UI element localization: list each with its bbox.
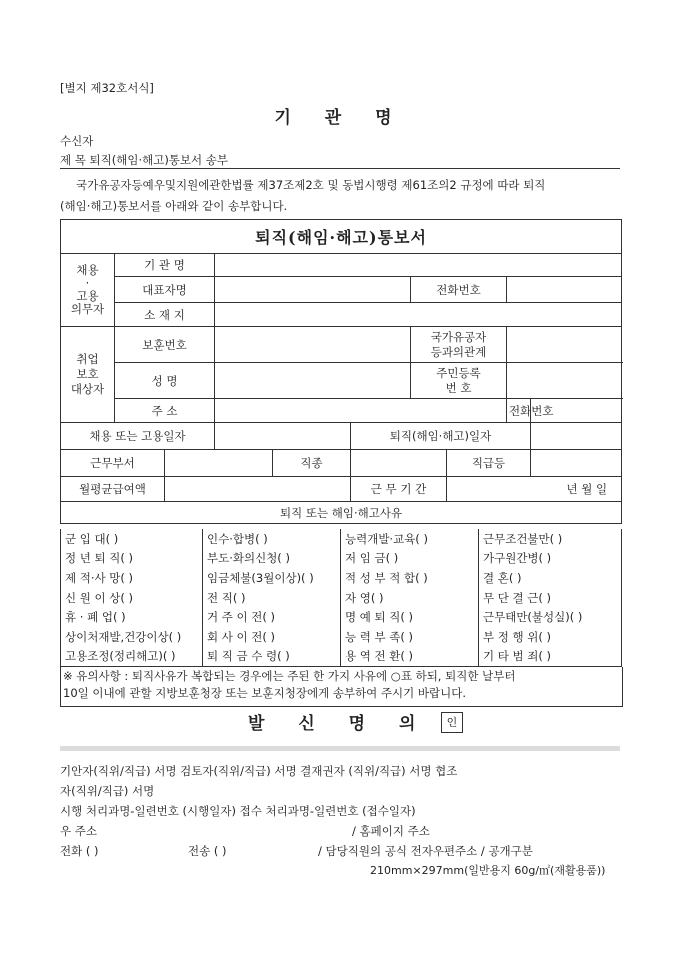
reason-row <box>61 549 622 569</box>
subject-text: 제 목 퇴직(해임·해고)통보서 송부 <box>60 153 229 167</box>
notice-title: 퇴직(해임·해고)통보서 <box>61 220 622 254</box>
resident-no-label: 주민등록 번 호 <box>411 363 507 399</box>
seal-box: 인 <box>441 712 463 733</box>
hire-date-value[interactable] <box>215 423 351 450</box>
form-number: [별지 제32호서식] <box>60 81 154 95</box>
reason-option[interactable]: 결 혼( ) <box>483 570 522 585</box>
footer-line-1: 기안자(직위/직급) 서명 검토자(직위/직급) 서명 결재권자 (직위/직급) 서명 협조 <box>60 764 458 778</box>
sender-title: 발 신 명 의 <box>248 714 430 734</box>
reason-option[interactable]: 전 직( ) <box>203 588 341 608</box>
work-period-value[interactable]: 년 월 일 <box>447 477 622 502</box>
employer-representative-value[interactable] <box>215 277 411 303</box>
job-type-value[interactable] <box>351 450 447 477</box>
reason-option[interactable]: 퇴 직 금 수 령( ) <box>203 647 341 667</box>
employer-org-name-label: 기 관 명 <box>115 254 215 277</box>
note-box <box>60 667 623 707</box>
reason-option[interactable]: 능 력 부 족( ) <box>341 627 479 647</box>
avg-wage-label: 월평균급여액 <box>61 477 165 502</box>
subject-line <box>60 152 620 169</box>
person-address-value[interactable] <box>215 399 507 423</box>
reason-option[interactable]: 부 정 행 위( ) <box>483 629 552 644</box>
reason-option[interactable]: 적 성 부 적 합( ) <box>341 568 479 588</box>
person-address-label: 주 소 <box>115 399 215 423</box>
footer-line-5-right: / 담당직원의 공식 전자우편주소 / 공개구분 <box>318 844 533 858</box>
employer-org-name-value[interactable] <box>215 254 622 277</box>
reason-option[interactable]: 자 영( ) <box>341 588 479 608</box>
reason-option[interactable]: 가구원간병( ) <box>483 551 552 566</box>
job-grade-label: 직급등 <box>447 450 531 477</box>
reason-option[interactable]: 제 적·사 망( ) <box>61 568 203 588</box>
job-grade-value[interactable] <box>531 450 622 477</box>
person-name-label: 성 명 <box>115 363 215 399</box>
hire-date-label: 채용 또는 고용일자 <box>61 423 215 450</box>
reason-option[interactable]: 회 사 이 전( ) <box>203 627 341 647</box>
person-phone-label: 전화번호 <box>507 399 531 423</box>
org-title: 기 관 명 <box>274 108 406 128</box>
intro-line-2: (해임·해고)통보서를 아래와 같이 송부합니다. <box>60 199 288 213</box>
recipient-label: 수신자 <box>60 134 94 148</box>
employer-phone-value[interactable] <box>507 277 622 303</box>
notice-form-table <box>60 219 622 524</box>
reason-row <box>61 627 622 647</box>
reason-option[interactable]: 휴 · 폐 업( ) <box>61 607 203 627</box>
reason-option[interactable]: 군 입 대( ) <box>61 529 203 549</box>
department-value[interactable] <box>165 450 273 477</box>
note-line-2: 10일 이내에 관할 지방보훈청장 또는 보훈지청장에게 송부하여 주시기 바랍니다. <box>63 686 467 700</box>
employer-address-label: 소 재 지 <box>115 303 215 327</box>
separator-bar <box>60 746 620 751</box>
reason-row <box>61 607 622 627</box>
reason-option[interactable]: 명 예 퇴 직( ) <box>341 607 479 627</box>
reason-row <box>61 568 622 588</box>
reason-option[interactable]: 저 임 금( ) <box>341 549 479 569</box>
department-label: 근무부서 <box>61 450 165 477</box>
retire-date-label: 퇴직(해임·해고)일자 <box>351 423 531 450</box>
subject-person-group-label: 취업 보호 대상자 <box>61 327 115 423</box>
reason-option[interactable]: 정 년 퇴 직( ) <box>61 549 203 569</box>
reason-option[interactable]: 근무조건불만( ) <box>483 531 563 546</box>
employer-group-label: 채용 · 고용 의무자 <box>61 254 115 327</box>
reason-option[interactable]: 기 타 범 죄( ) <box>479 647 622 667</box>
reason-option[interactable]: 인수·합병( ) <box>203 529 341 549</box>
reason-option[interactable]: 부도·화의신청( ) <box>203 549 341 569</box>
reason-option[interactable]: 신 원 이 상( ) <box>61 588 203 608</box>
footer-line-5-mid: 전송 ( ) <box>188 844 227 858</box>
employer-phone-label: 전화번호 <box>411 277 507 303</box>
veteran-no-value[interactable] <box>215 327 411 363</box>
job-type-label: 직종 <box>273 450 351 477</box>
footer-line-4-right: / 홈페이지 주소 <box>352 824 430 838</box>
reason-option[interactable]: 고용조정(정리해고)( ) <box>61 647 203 667</box>
note-line-1: ※ 유의사항 : 퇴직사유가 복합되는 경우에는 주된 한 가지 사유에 ○표 하되, 퇴직한 날부터 <box>63 669 516 683</box>
reason-option[interactable]: 용 역 전 환( ) <box>341 647 479 667</box>
avg-wage-value[interactable] <box>165 477 351 502</box>
reason-option[interactable]: 능력개발·교육( ) <box>341 529 479 549</box>
footer-line-5-left: 전화 ( ) <box>60 844 99 858</box>
reason-option[interactable]: 임금체불(3월이상)( ) <box>203 568 341 588</box>
resident-no-value[interactable] <box>507 363 622 399</box>
reason-grid <box>60 529 622 667</box>
person-name-value[interactable] <box>215 363 411 399</box>
employer-address-value[interactable] <box>215 303 622 327</box>
reason-row <box>61 588 622 608</box>
employer-representative-label: 대표자명 <box>115 277 215 303</box>
veteran-no-label: 보훈번호 <box>115 327 215 363</box>
footer-line-2: 자(직위/직급) 서명 <box>60 784 155 798</box>
intro-line-1: 국가유공자등예우및지원에관한법률 제37조제2호 및 동법시행령 제61조의2 규정에 따라 퇴직 <box>76 178 546 192</box>
reason-row <box>61 529 622 549</box>
reason-option[interactable]: 상이처재발,건강이상( ) <box>61 627 203 647</box>
reason-row <box>61 647 622 667</box>
reason-option[interactable]: 근무태만(불성실)( ) <box>483 610 583 625</box>
reason-header: 퇴직 또는 해임·해고사유 <box>61 502 622 524</box>
work-period-label: 근 무 기 간 <box>351 477 447 502</box>
footer-line-3: 시행 처리과명-일련번호 (시행일자) 접수 처리과명-일련번호 (접수일자) <box>60 804 416 818</box>
paper-spec: 210mm×297mm(일반용지 60g/㎡(재활용품)) <box>370 864 606 877</box>
reason-option[interactable]: 무 단 결 근( ) <box>483 590 552 605</box>
relation-label: 국가유공자 등과의관계 <box>411 327 507 363</box>
relation-value[interactable] <box>507 327 622 363</box>
footer-line-4-left: 우 주소 <box>60 824 97 838</box>
retire-date-value[interactable] <box>531 423 622 450</box>
reason-option[interactable]: 거 주 이 전( ) <box>203 607 341 627</box>
